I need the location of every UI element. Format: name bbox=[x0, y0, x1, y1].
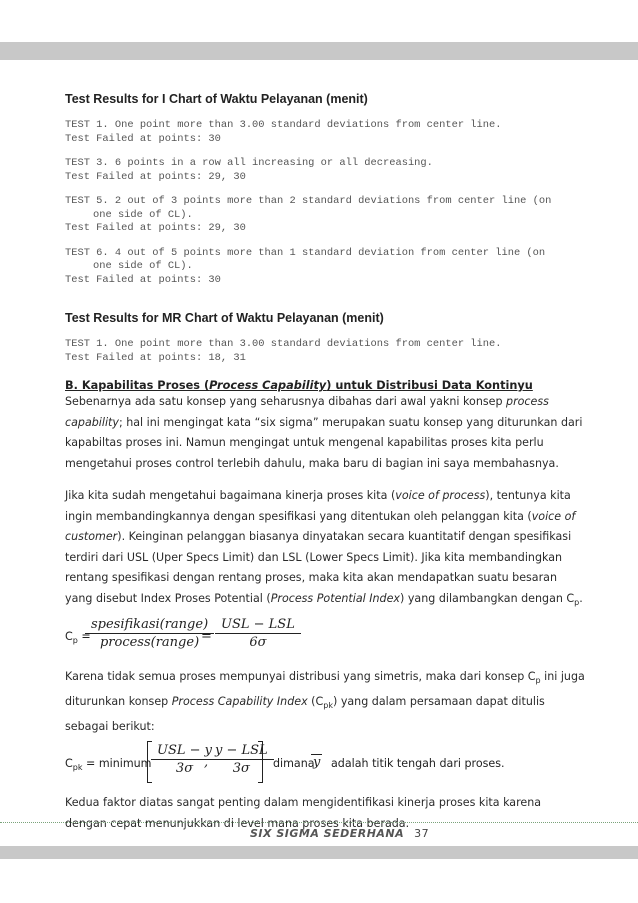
ybar-symbol: y bbox=[313, 755, 321, 771]
cpk-symbol: $C_{pk}$ = minimum bbox=[65, 757, 152, 773]
cp-fraction-1: spesifikasi(range) process(range) bbox=[85, 617, 214, 650]
test-line: TEST 6. 4 out of 5 points more than 1 standard deviation from center line (on bbox=[65, 246, 546, 259]
mr-chart-heading: Test Results for MR Chart of Waktu Pelayanan (menit) bbox=[65, 311, 384, 325]
mr-chart-test-results bbox=[65, 338, 585, 365]
test-line: TEST 3. 6 points in a row all increasing or all decreasing. bbox=[65, 157, 433, 169]
paragraph-3: Karena tidak semua proses mempunyai distribusi yang simetris, maka dari konsep $C_p$ ini juga diturunkan konsep Process Capability Index $(C_{pk})$ yang dalam persamaan dapat ditulis sebagai berikut: bbox=[65, 670, 585, 733]
test-line: Test Failed at points: 29, 30 bbox=[65, 170, 246, 183]
paragraph-1: Sebenarnya ada satu konsep yang seharusnya dibahas dari awal yakni konsep process capability; hal ini mengingat kata “six sigma” merupakan suatu konsep yang diturunkan dari kapabiltas proses ini. Namun mengingat untuk mengenal kapabilitas proses kita perlu mengetahui proses control terlebih dahulu, maka baru di bagian ini saya membahasnya. bbox=[65, 395, 583, 470]
cpk-fraction-1: USL − y 3σ bbox=[151, 743, 218, 776]
cpk-formula bbox=[65, 741, 585, 789]
footer-band bbox=[0, 846, 638, 859]
cp-fraction-2: USL − LSL 6σ bbox=[215, 617, 301, 650]
section-title: B. Kapabilitas Proses (Process Capability) untuk Distribusi Data Kontinyu bbox=[65, 379, 533, 392]
header-band bbox=[0, 42, 638, 60]
cpk-fraction-2: y − LSL 3σ bbox=[209, 743, 274, 776]
footer-divider bbox=[0, 822, 638, 823]
i-chart-test-results bbox=[65, 119, 585, 287]
test-line: Test Failed at points: 29, 30 bbox=[65, 222, 246, 234]
test-line: Test Failed at points: 18, 31 bbox=[65, 351, 246, 364]
dimana-label: dimana bbox=[273, 757, 315, 771]
test-line: Test Failed at points: 30 bbox=[65, 132, 221, 145]
footer bbox=[250, 827, 429, 840]
test-line: TEST 1. One point more than 3.00 standard deviations from center line. bbox=[65, 119, 502, 131]
paragraph-4: Kedua faktor diatas sangat penting dalam mengidentifikasi kinerja proses kita karena dengan cepat menunjukkan di level mana proses kita berada. bbox=[65, 796, 542, 830]
test-line: one side of CL). bbox=[93, 208, 193, 221]
page-content bbox=[65, 92, 585, 834]
comma: , bbox=[204, 755, 209, 771]
paragraph-2: Jika kita sudah mengetahui bagaimana kinerja proses kita (voice of process), tentunya kita ingin membandingkannya dengan spesifikasi yang ditentukan oleh pelanggan kita (voice of customer). Keinginan pelanggan biasanya dinyatakan secara kuantitatif dengan spesifikasi terdiri dari USL (Uper Specs Limit) dan LSL (Lower Specs Limit). Jika kita membandingkan rentang spesifikasi dengan rentang proses, maka kita akan mendapatkan suatu besaran yang disebut Index Proses Potential (Process Potential Index) yang dilambangkan dengan $C_p$. bbox=[65, 489, 583, 607]
i-chart-heading: Test Results for I Chart of Waktu Pelayanan (menit) bbox=[65, 92, 368, 106]
equals-sign: = bbox=[201, 629, 212, 645]
footer-brand: SIX SIGMA SEDERHANA bbox=[250, 827, 405, 840]
test-line: Test Failed at points: 30 bbox=[65, 273, 221, 286]
test-line: one side of CL). bbox=[93, 260, 193, 272]
page-number: 37 bbox=[414, 827, 430, 840]
ybar-description: adalah titik tengah dari proses. bbox=[331, 757, 505, 771]
cp-symbol: $C_p$ = bbox=[65, 630, 91, 646]
cp-formula bbox=[65, 617, 585, 661]
test-line: TEST 1. One point more than 3.00 standard deviations from center line. bbox=[65, 338, 502, 350]
test-line: TEST 5. 2 out of 3 points more than 2 standard deviations from center line (on bbox=[65, 195, 552, 207]
